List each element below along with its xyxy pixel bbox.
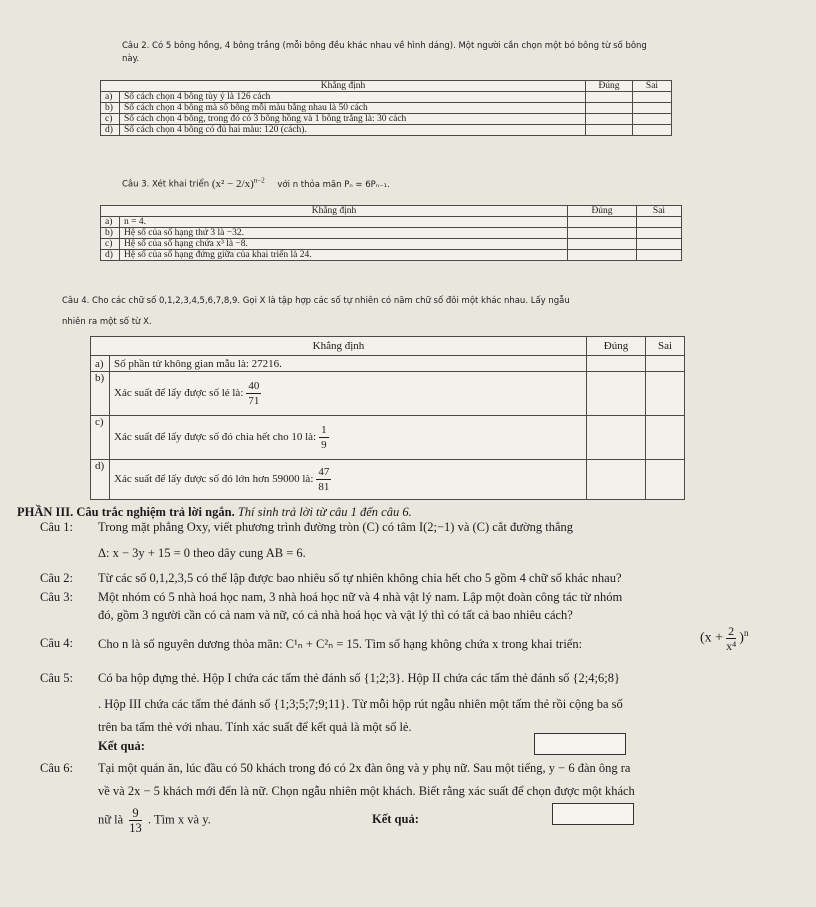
c2-text: Từ các số 0,1,2,3,5 có thể lập được bao nhiêu số tự nhiên không chia hết cho 5 gồm 4 chữ số khác nhau? bbox=[98, 571, 622, 585]
true-cell[interactable] bbox=[587, 460, 646, 500]
false-cell[interactable] bbox=[637, 250, 682, 261]
row-label: d) bbox=[91, 460, 110, 500]
c6-line3: nữ là $\frac{9}{13}$ . Tìm x và y. bbox=[98, 806, 211, 835]
c6-answer-box[interactable] bbox=[552, 803, 634, 825]
row-text: Xác suất để lấy được số lẻ là: bbox=[114, 387, 244, 400]
header-true: Đúng bbox=[568, 206, 637, 217]
c5-result-label: Kết quả: bbox=[98, 739, 145, 753]
table-header-row bbox=[91, 337, 685, 356]
true-cell[interactable] bbox=[587, 372, 646, 416]
row-text: n = 4. bbox=[120, 217, 568, 228]
false-cell[interactable] bbox=[633, 103, 672, 114]
header-claim: Khẳng định bbox=[91, 337, 587, 356]
true-cell[interactable] bbox=[568, 228, 637, 239]
true-cell[interactable] bbox=[586, 114, 633, 125]
table-row bbox=[91, 416, 685, 460]
fraction: $\frac{1}{9}$ bbox=[321, 424, 327, 451]
row-label: b) bbox=[101, 103, 120, 114]
false-cell[interactable] bbox=[637, 239, 682, 250]
row-text: Số cách chọn 4 bông tùy ý là 126 cách bbox=[120, 92, 586, 103]
table-row bbox=[101, 114, 672, 125]
q3-suffix: với n thỏa mãn Pₙ = 6Pₙ₋₁. bbox=[277, 179, 390, 190]
q2-table bbox=[100, 80, 672, 136]
true-cell[interactable] bbox=[587, 356, 646, 372]
row-text: Xác suất để lấy được số đó chia hết cho 10 là: bbox=[114, 431, 317, 444]
c5-line2: . Hộp III chứa các tấm thẻ đánh số {1;3;5;7;9;11}. Từ mỗi hộp rút ngẫu nhiên một tấm thẻ rồi cộng ba số bbox=[98, 697, 623, 711]
header-false: Sai bbox=[646, 337, 685, 356]
c4-expression: (x + $\frac{2}{\text{x⁴}}$ )$^n$ bbox=[700, 624, 749, 653]
false-cell[interactable] bbox=[646, 416, 685, 460]
q4-table bbox=[90, 336, 685, 500]
c4-label: Câu 4: bbox=[40, 636, 73, 650]
false-cell[interactable] bbox=[646, 356, 685, 372]
row-text: Hệ số của số hạng đứng giữa của khai triển là 24. bbox=[120, 250, 568, 261]
row-text: Số cách chọn 4 bông, trong đó có 3 bông hồng và 1 bông trắng là: 30 cách bbox=[120, 114, 586, 125]
c6-label: Câu 6: bbox=[40, 761, 73, 775]
header-true: Đúng bbox=[586, 81, 633, 92]
header-false: Sai bbox=[637, 206, 682, 217]
c6-line2: về và 2x − 5 khách mới đến là nữ. Chọn ngẫu nhiên một khách. Biết rằng xác suất để chọn được một khách bbox=[98, 784, 635, 798]
true-cell[interactable] bbox=[586, 125, 633, 136]
c2-label: Câu 2: bbox=[40, 571, 73, 585]
header-claim: Khẳng định bbox=[101, 81, 586, 92]
true-cell[interactable] bbox=[568, 217, 637, 228]
row-label: b) bbox=[91, 372, 110, 416]
header-false: Sai bbox=[633, 81, 672, 92]
false-cell[interactable] bbox=[646, 372, 685, 416]
fraction: $\frac{47}{81}$ bbox=[318, 466, 330, 493]
c5-answer-box[interactable] bbox=[534, 733, 626, 755]
c1-label: Câu 1: bbox=[40, 520, 73, 534]
true-cell[interactable] bbox=[587, 416, 646, 460]
row-text: Số cách chọn 4 bông mà số bông mỗi màu bằng nhau là 50 cách bbox=[120, 103, 586, 114]
table-row bbox=[101, 217, 682, 228]
c6-result-label: Kết quả: bbox=[372, 812, 419, 826]
false-cell[interactable] bbox=[646, 460, 685, 500]
table-header-row bbox=[101, 81, 672, 92]
row-text: Số cách chọn 4 bông có đủ hai màu: 120 (cách). bbox=[120, 125, 586, 136]
part3-heading-bold: PHẦN III. Câu trắc nghiệm trả lời ngắn. bbox=[17, 505, 235, 519]
false-cell[interactable] bbox=[637, 217, 682, 228]
c5-label: Câu 5: bbox=[40, 671, 73, 685]
row-label: d) bbox=[101, 250, 120, 261]
row-text: Hệ số của số hạng thứ 3 là −32. bbox=[120, 228, 568, 239]
table-row bbox=[91, 460, 685, 500]
true-cell[interactable] bbox=[586, 103, 633, 114]
row-text: Hệ số của số hạng chứa x³ là −8. bbox=[120, 239, 568, 250]
c5-line1: Có ba hộp đựng thẻ. Hộp I chứa các tấm thẻ đánh số {1;2;3}. Hộp II chứa các tấm thẻ đánh số {2;4;6;8} bbox=[98, 671, 620, 685]
false-cell[interactable] bbox=[633, 92, 672, 103]
table-row bbox=[101, 239, 682, 250]
header-true: Đúng bbox=[587, 337, 646, 356]
c3-label: Câu 3: bbox=[40, 590, 73, 604]
row-text: Số phần tử không gian mẫu là: 27216. bbox=[110, 356, 587, 372]
table-row bbox=[91, 356, 685, 372]
c1-line2: Δ: x − 3y + 15 = 0 theo dây cung AB = 6. bbox=[98, 546, 306, 560]
row-label: c) bbox=[91, 416, 110, 460]
fraction: $\frac{40}{71}$ bbox=[248, 380, 260, 407]
true-cell[interactable] bbox=[586, 92, 633, 103]
q3-prefix: Câu 3. Xét khai triển bbox=[122, 179, 210, 190]
table-row bbox=[101, 125, 672, 136]
true-cell[interactable] bbox=[568, 250, 637, 261]
row-label: b) bbox=[101, 228, 120, 239]
row-label: c) bbox=[101, 239, 120, 250]
row-text: Xác suất để lấy được số đó lớn hơn 59000 là: bbox=[114, 473, 314, 486]
true-cell[interactable] bbox=[568, 239, 637, 250]
part3-heading bbox=[17, 505, 412, 520]
row-text-cell bbox=[110, 460, 587, 500]
false-cell[interactable] bbox=[633, 125, 672, 136]
q4-intro-line1: Câu 4. Cho các chữ số 0,1,2,3,4,5,6,7,8,9. Gọi X là tập hợp các số tự nhiên có năm chữ số đôi một khác nhau. Lấy ngẫu bbox=[62, 296, 570, 306]
table-row bbox=[101, 228, 682, 239]
table-row bbox=[101, 92, 672, 103]
table-row bbox=[101, 250, 682, 261]
c6-line1: Tại một quán ăn, lúc đầu có 50 khách trong đó có 2x đàn ông và y phụ nữ. Sau một tiếng, y − 6 đàn ông ra bbox=[98, 761, 631, 775]
header-claim: Khẳng định bbox=[101, 206, 568, 217]
row-text-cell bbox=[110, 416, 587, 460]
q3-table bbox=[100, 205, 682, 261]
q3-expression: $(x^2 - 2/x)^{n-2}$ bbox=[211, 176, 265, 190]
row-label: a) bbox=[101, 92, 120, 103]
false-cell[interactable] bbox=[637, 228, 682, 239]
c4-text: Cho n là số nguyên dương thỏa mãn: C¹ₙ + C²ₙ = 15. Tìm số hạng không chứa x trong khai triển: bbox=[98, 637, 583, 651]
row-text-cell bbox=[110, 372, 587, 416]
row-label: d) bbox=[101, 125, 120, 136]
row-label: a) bbox=[91, 356, 110, 372]
q3-intro bbox=[122, 176, 390, 190]
table-header-row bbox=[101, 206, 682, 217]
q4-intro-line2: nhiên ra một số từ X. bbox=[62, 317, 152, 327]
c5-line3: trên ba tấm thẻ với nhau. Tính xác suất để kết quả là một số lẻ. bbox=[98, 720, 412, 734]
part3-heading-italic: Thí sinh trả lời từ câu 1 đến câu 6. bbox=[237, 505, 412, 519]
table-row bbox=[91, 372, 685, 416]
c3-line2: đó, gồm 3 người cần có cả nam và nữ, có cả nhà hoá học và vật lý thì có tất cả bao nhiêu cách? bbox=[98, 608, 573, 622]
q2-intro-line1: Câu 2. Có 5 bông hồng, 4 bông trắng (mỗi bông đều khác nhau về hình dáng). Một người cần chọn một bó bông từ số bông bbox=[122, 41, 647, 51]
false-cell[interactable] bbox=[633, 114, 672, 125]
q2-intro-line2: này. bbox=[122, 54, 140, 64]
row-label: a) bbox=[101, 217, 120, 228]
c3-line1: Một nhóm có 5 nhà hoá học nam, 3 nhà hoá học nữ và 4 nhà vật lý nam. Lập một đoàn công tác từ nhóm bbox=[98, 590, 623, 604]
c1-line1: Trong mặt phẳng Oxy, viết phương trình đường tròn (C) có tâm I(2;−1) và (C) cắt đường thẳng bbox=[98, 520, 574, 534]
row-label: c) bbox=[101, 114, 120, 125]
table-row bbox=[101, 103, 672, 114]
